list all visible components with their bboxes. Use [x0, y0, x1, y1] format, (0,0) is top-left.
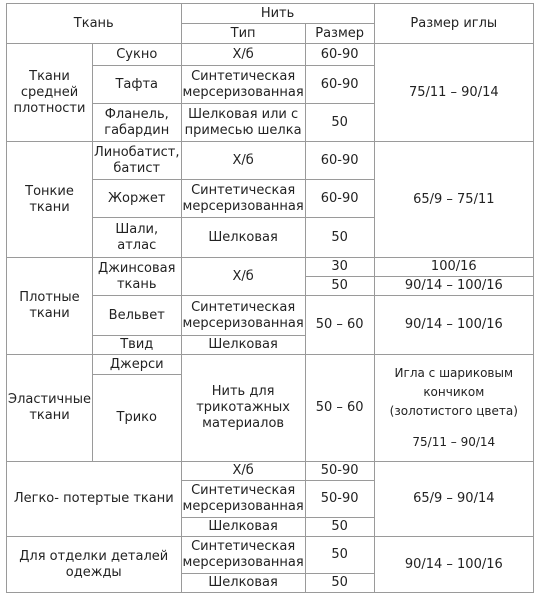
header-fabric: Ткань: [7, 4, 182, 44]
thread-size-cell: 50 – 60: [305, 296, 374, 355]
needle-note-line: Игла с шариковым: [394, 366, 514, 380]
needle-size-cell: 90/14 – 100/16: [374, 537, 533, 593]
fabric-cell: Сукно: [92, 44, 181, 66]
header-row: [7, 4, 534, 24]
thread-type-cell: Шелковая: [181, 218, 305, 258]
fabric-cell: Шали, атлас: [92, 218, 181, 258]
group-name: Для отделки деталей одежды: [7, 537, 182, 593]
thread-size-cell: 50 – 60: [305, 355, 374, 462]
thread-type-cell: Х/б: [181, 44, 305, 66]
thread-type-cell: Нить для трикотажных материалов: [181, 355, 305, 462]
thread-size-cell: 50: [305, 537, 374, 574]
needle-note-line: (золотистого цвета): [389, 404, 518, 418]
table-row: [7, 142, 534, 180]
table-row: [7, 258, 534, 277]
needle-size-cell: 90/14 – 100/16: [374, 277, 533, 296]
fabric-cell: Трико: [92, 375, 181, 462]
fabric-cell: Вельвет: [92, 296, 181, 336]
thread-type-cell: Х/б: [181, 258, 305, 296]
thread-size-cell: 50-90: [305, 481, 374, 518]
needle-size-cell: 75/11 – 90/14: [374, 44, 533, 142]
thread-size-cell: 60-90: [305, 66, 374, 104]
header-thread-type: Тип: [181, 24, 305, 44]
thread-type-cell: Синтетическая мерсеризованная: [181, 180, 305, 218]
thread-type-cell: Х/б: [181, 142, 305, 180]
thread-type-cell: Синтетическая мерсеризованная: [181, 481, 305, 518]
thread-size-cell: 50-90: [305, 462, 374, 481]
fabric-cell: Тафта: [92, 66, 181, 104]
fabric-thread-needle-table: [6, 3, 534, 593]
header-needle-size: Размер иглы: [374, 4, 533, 44]
fabric-cell: Джинсовая ткань: [92, 258, 181, 296]
thread-size-cell: 50: [305, 277, 374, 296]
fabric-cell: Твид: [92, 336, 181, 355]
group-name: Тонкие ткани: [7, 142, 93, 258]
needle-size-cell: 90/14 – 100/16: [374, 296, 533, 355]
group-name: Плотные ткани: [7, 258, 93, 355]
group-name: Эластичные ткани: [7, 355, 93, 462]
thread-type-cell: Синтетическая мерсеризованная: [181, 66, 305, 104]
fabric-cell: Линобатист, батист: [92, 142, 181, 180]
header-thread: Нить: [181, 4, 374, 24]
needle-size-cell: 65/9 – 90/14: [374, 462, 533, 537]
thread-size-cell: 50: [305, 518, 374, 537]
thread-size-cell: 50: [305, 218, 374, 258]
thread-type-cell: Синтетическая мерсеризованная: [181, 537, 305, 574]
needle-note-line: кончиком: [423, 385, 485, 399]
thread-type-cell: Шелковая: [181, 336, 305, 355]
thread-type-cell: Шелковая или с примесью шелка: [181, 104, 305, 142]
table-row: [7, 537, 534, 574]
needle-size-cell: 100/16: [374, 258, 533, 277]
thread-size-cell: 60-90: [305, 142, 374, 180]
header-thread-size: Размер: [305, 24, 374, 44]
needle-size-cell: 65/9 – 75/11: [374, 142, 533, 258]
thread-type-cell: Шелковая: [181, 574, 305, 593]
thread-size-cell: 50: [305, 574, 374, 593]
group-name: Легко- потертые ткани: [7, 462, 182, 537]
table-row: [7, 355, 534, 375]
group-name: Ткани средней плотности: [7, 44, 93, 142]
fabric-cell: Фланель, габардин: [92, 104, 181, 142]
fabric-cell: Джерси: [92, 355, 181, 375]
thread-size-cell: 50: [305, 104, 374, 142]
spacer: [376, 421, 532, 433]
thread-type-cell: Шелковая: [181, 518, 305, 537]
thread-size-cell: 30: [305, 258, 374, 277]
thread-size-cell: 60-90: [305, 180, 374, 218]
fabric-cell: Жоржет: [92, 180, 181, 218]
needle-size-value: 75/11 – 90/14: [412, 435, 496, 449]
table-row: [7, 462, 534, 481]
needle-size-cell: [374, 355, 533, 462]
table-row: [7, 44, 534, 66]
thread-type-cell: Синтетическая мерсеризованная: [181, 296, 305, 336]
thread-type-cell: Х/б: [181, 462, 305, 481]
thread-size-cell: 60-90: [305, 44, 374, 66]
